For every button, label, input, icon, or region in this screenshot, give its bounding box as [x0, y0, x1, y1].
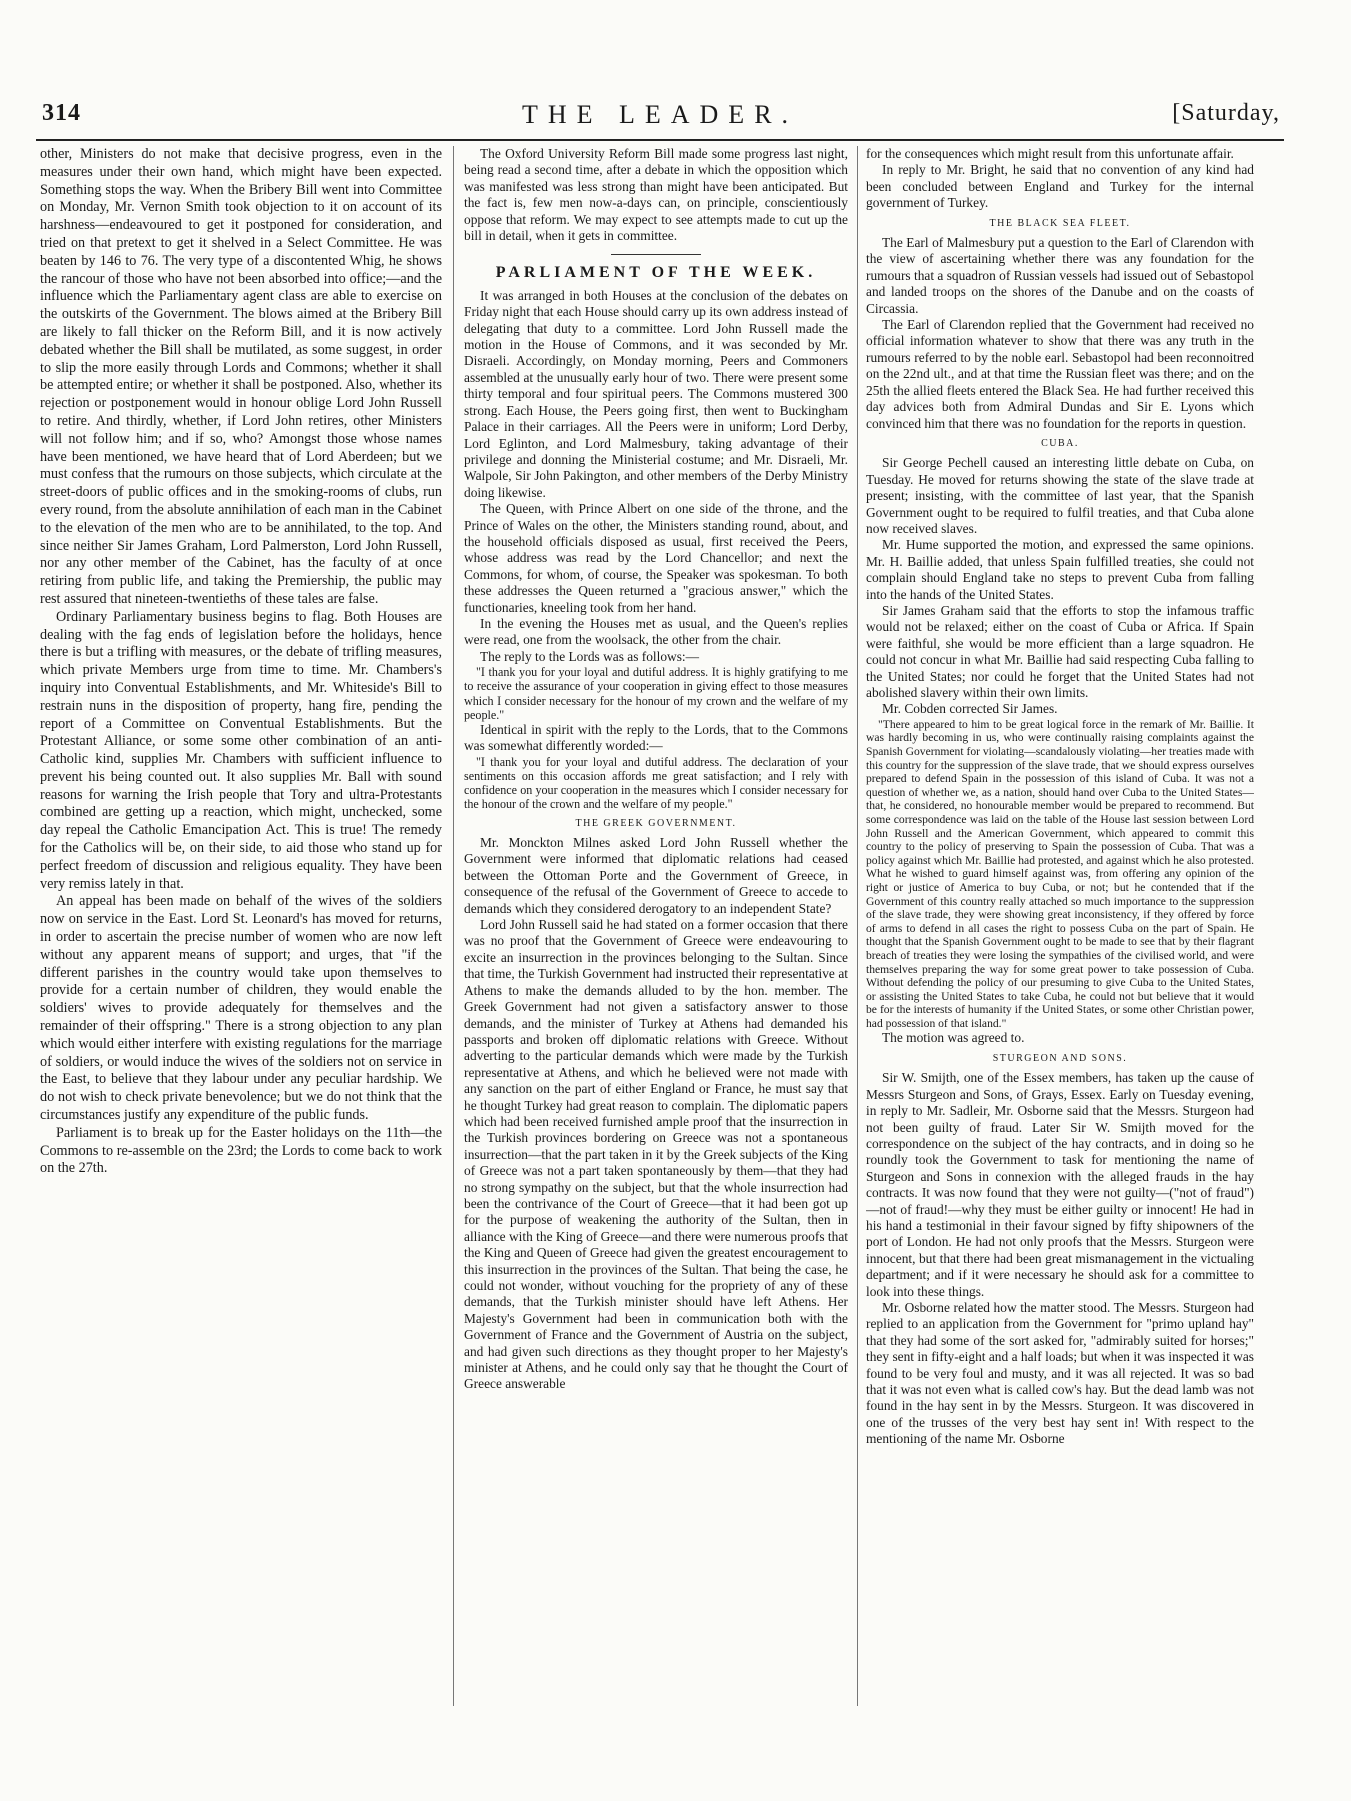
- masthead: [40, 100, 1280, 136]
- section-heading: PARLIAMENT OF THE WEEK.: [495, 264, 817, 282]
- subheading-sturgeon-and-sons: STURGEON AND SONS.: [992, 1052, 1128, 1064]
- article-paragraph: Parliament is to break up for the Easter holidays on the 11th—the Commons to re-assemble on the 23rd; the Lords to come back to work on the 27th.: [40, 1124, 442, 1177]
- queen-reply-lords-quote: "I thank you for your loyal and dutiful address. It is highly gratifying to me to receive the assurance of your cooperation in giving effect to those measures which I consider necessary for the honour of my crown and the welfare of my people.": [464, 665, 848, 722]
- section-separator: [611, 254, 701, 255]
- article-paragraph: The Earl of Malmesbury put a question to the Earl of Clarendon with the view of ascertaining whether there was any foundation for the rumours that a squadron of Russian vessels had issued out of Sebastopol and landed troops on the shores of the Danube and on the coasts of Circassia.: [866, 235, 1254, 316]
- column-3: [866, 146, 1254, 1706]
- newspaper-title: THE LEADER.: [521, 100, 799, 129]
- article-paragraph: Sir George Pechell caused an interesting little debate on Cuba, on Tuesday. He moved for returns showing the state of the slave trade at present; insisting, with the committee of last year, that the Spanish Government ought to be required to fulfil treaties, and that Cuba alone now received slaves.: [866, 455, 1254, 536]
- article-paragraph: Lord John Russell said he had stated on a former occasion that there was no proof that the Government of Greece were endeavouring to excite an insurrection in the provinces belonging to the Sultan. Since that time, the Turkish Government had instructed their representative at Athens to make the demands alluded to by the hon. member. The Greek Government had not given a satisfactory answer to those demands, and the minister of Turkey at Athens had demanded his passports and broken off diplomatic relations with Greece. Without adverting to the particular demands which were made by the Turkish representative at Athens, and which he believed were not made with any sanction on the part of either England or France, he must say that he thought Turkey had great reason to complain. The diplomatic papers which had been received furnished ample proof that the insurrection in the Turkish provinces bordering on Greece was not a spontaneous insurrection—that the part taken in it by the Greek subjects of the King of Greece was not a part taken spontaneously by them—that they had no strong sympathy on the subject, but that the whole insurrection had been the contrivance of the Court of Greece—that it had been got up for the purpose of weakening the authority of the Sultan, then in alliance with the King of Greece—and there were numerous proofs that the King and Queen of Greece had given the greatest encouragement to this insurrection in the provinces of the Sultan. That being the case, he could not wonder, without vouching for the propriety of any of these demands, that the Turkish minister should have left Athens. Her Majesty's Government had been in communication both with the Government of France and the Government of Austria on the subject, and had given such directions as they thought proper to her Majesty's minister at Athens, and he could only say that he thought the Court of Greece answerable: [464, 917, 848, 1392]
- article-paragraph: The Queen, with Prince Albert on one side of the throne, and the Prince of Wales on the other, the Ministers standing round, about, and the household officials disposed as usual, first received the Peers, whose address was read by the Lord Chancellor; and next the Commons, for whom, of course, the Speaker was spokesman. To both these addresses the Queen returned a "gracious answer," which the functionaries, kneeling took from her hand.: [464, 501, 848, 615]
- article-paragraph: Mr. Osborne related how the matter stood. The Messrs. Sturgeon had replied to an application from the Government for "primo upland hay" that they had some of the sort asked for, "admirably suited for horses;" they sent in fifty-eight and a half loads; but when it was inspected it was found to be very foul and musty, and it was all rejected. It was so bad that it was not even what is called cow's hay. But the dead lamb was not found in the hay sent in by the Messrs. Sturgeon. It was discovered in one of the trusses of the very best hay sent in! With respect to the mentioning of the name Mr. Osborne: [866, 1299, 1254, 1447]
- column-divider: [453, 146, 454, 1706]
- article-paragraph: The motion was agreed to.: [882, 1030, 1025, 1046]
- article-paragraph: It was arranged in both Houses at the conclusion of the debates on Friday night that each House should carry up its own address instead of delegating that duty to a committee. Lord John Russell made the motion in the House of Commons, and it was seconded by Mr. Disraeli. Accordingly, on Monday morning, Peers and Commoners assembled at the unusually early hour of two. There were present some thirty temporal and four spiritual peers. The Commons mustered 300 strong. Each House, the Peers going first, then went to Buckingham Palace in their carriages. All the Peers were in uniform; Lord Derby, Lord Eglinton, and Lord Malmesbury, taking advantage of their privilege and donning the Ministerial costume; and Mr. Disraeli, Mr. Walpole, Sir John Pakington, and other members of the Derby Ministry doing likewise.: [464, 287, 848, 500]
- page-number: 314: [42, 100, 81, 126]
- article-paragraph: for the consequences which might result from this unfortunate affair.: [866, 146, 1234, 161]
- article-paragraph: Identical in spirit with the reply to the Lords, that to the Commons was somewhat differently worded:—: [464, 722, 848, 754]
- article-paragraph: In the evening the Houses met as usual, and the Queen's replies were read, one from the woolsack, the other from the chair.: [464, 615, 848, 648]
- article-paragraph: Ordinary Parliamentary business begins to flag. Both Houses are dealing with the fag ends of legislation before the holidays, hence there is but a trifling with measures, or the debate of trifling measures, which private Members urge from time to time. Mr. Chambers's inquiry into Conventual Establishments, and Mr. Whiteside's Bill to restrain nuns in the disposition of property, hang fire, pending the report of a Committee on Conventual Establishments. But the Protestant Alliance, or some some other combination of an anti-Catholic kind, supplies Mr. Chambers with sufficient influence to prevent his being counted out. It also supplies Mr. Ball with sound reasons for warning the Irish people that Tory and ultra-Protestants combined are getting up a reaction, which might, unchecked, some day repeal the Catholic Emancipation Act. This is true! The remedy for the Catholics will be, on their side, to aid those who stand up for perfect freedom of discussion and religious equality. They have been very remiss lately in that.: [40, 608, 442, 892]
- article-paragraph: Mr. Monckton Milnes asked Lord John Russell whether the Government were informed that diplomatic relations had ceased between the Ottoman Porte and the Government of Greece, in consequence of the refusal of the Government of Greece to accede to demands which they considered derogatory to an independent State?: [464, 835, 848, 916]
- header-rule: [36, 139, 1284, 141]
- column-1: [40, 146, 442, 1706]
- article-paragraph: In reply to Mr. Bright, he said that no convention of any kind had been concluded between England and Turkey for the internal government of Turkey.: [866, 162, 1254, 211]
- article-paragraph: An appeal has been made on behalf of the wives of the soldiers now on service in the East. Lord St. Leonard's has moved for returns, in order to ascertain the precise number of women who are now left without any apparent means of support; and urges, that "if the different parishes in the country would take upon themselves to provide for a certain number of children, they would enable the soldiers' wives to provide adequately for themselves and the remainder of their offspring." There is a strong objection to any plan which would either interfere with existing regulations for the marriage of soldiers, or would induce the wives of the soldiers not on service in the East, to believe that they labour under any peculiar hardship. We do not wish to check private benevolence; but we do not think that the circumstances justify any expenditure of the public funds.: [40, 893, 442, 1124]
- article-paragraph: Mr. Hume supported the motion, and expressed the same opinions. Mr. H. Baillie added, that unless Spain fulfilled treaties, she could not complain should England take no steps to prevent Cuba from falling into the hands of the United States.: [866, 537, 1254, 602]
- article-paragraph: Mr. Cobden corrected Sir James.: [882, 701, 1058, 717]
- article-paragraph: The Earl of Clarendon replied that the Government had received no official information whatever to show that there was any truth in the rumours referred to by the noble earl. Sebastopol had been reconnoitred on the 22nd ult., and at that time the Russian fleet was there; and on the 25th the allied fleets entered the Black Sea. He had further received this day advices both from Admiral Dundas and Sir E. Lyons which convinced him that there was no foundation for the reports in question.: [866, 317, 1254, 431]
- cobden-quote: "There appeared to him to be great logical force in the remark of Mr. Baillie. It was hardly becoming in us, who were continually raising complaints against the Spanish Government for violating—scandalously violating—her treaties made with this country for the suppression of the slave trade, that we should express ourselves prepared to defend Spain in the possession of this island of Cuba. It was not a question of whether we, as a nation, should hand over Cuba to the United States—that, he considered, no honourable member would be prepared to recommend. But some correspondence was laid on the table of the House last session between Lord John Russell and the American Government, which appeared to commit this country to the policy of preserving to Spain the possession of Cuba. That was a policy against which Mr. Baillie had protested, and against which he also protested. What he wished to guard himself against was, from offering any opinion of the right or justice of America to buy Cuba, or not; but he contended that if the Government of this country really attached so much importance to the suppression of the slave trade, they were showing great inconsistency, if they offered by force of arms to defend in all cases the right to possess Cuba on the part of Spain. He thought that the Spanish Government ought to be made to see that by their flagrant breach of treaties they were losing the sympathies of the civilised world, and were themselves preparing the way for some great power to take possession of Cuba. Without defending the policy of our presuming to give Cuba to the United States, or assisting the United States to take Cuba, he could not but believe that it would be for the interests of humanity if the United States, or some other Christian power, had possession of that island.": [866, 717, 1254, 1030]
- queen-reply-commons-quote: "I thank you for your loyal and dutiful address. The declaration of your sentiments on this occasion affords me great satisfaction; and I rely with confidence on your cooperation in the measures which I consider necessary for the honour of the crown and the welfare of my people.": [464, 754, 848, 812]
- column-2: [464, 146, 848, 1706]
- subheading-greek-government: THE GREEK GOVERNMENT.: [575, 817, 737, 829]
- subheading-cuba: CUBA.: [1041, 437, 1079, 449]
- article-paragraph: The reply to the Lords was as follows:—: [480, 648, 700, 664]
- column-divider: [857, 146, 858, 1706]
- subheading-black-sea-fleet: THE BLACK SEA FLEET.: [989, 217, 1131, 229]
- article-paragraph: Sir James Graham said that the efforts to stop the infamous traffic would not be relaxed; either on the coast of Cuba or Africa. If Spain were faithful, she would be more efficient than a large squadron. He could not concur in what Mr. Baillie had said respecting Cuba falling to the United States; nor could he forget that the United States had not abolished slavery within their own limits.: [866, 602, 1254, 700]
- article-paragraph: Sir W. Smijth, one of the Essex members, has taken up the cause of Messrs Sturgeon and Sons, of Grays, Essex. Early on Tuesday evening, in reply to Mr. Sadleir, Mr. Osborne said that the Messrs. Sturgeon had not been guilty of fraud. Later Sir W. Smijth moved for the correspondence on the subject of the hay contracts, and in doing so he roundly took the Government to task for mentioning the name of Sturgeon and Sons in connexion with the alleged frauds in the hay contracts. It was now found that they were not guilty—("not of fraud")—not of fraud!—why they must be either guilty or innocent! He had in his hand a testimonial in their favour signed by fifty shipowners of the port of London. He had not only proofs that the Messrs. Sturgeon were innocent, but that there had been great mismanagement in the victualing department; and if it were necessary he should ask for a committee to look into these things.: [866, 1070, 1254, 1299]
- issue-day: [Saturday,: [1172, 100, 1280, 126]
- article-paragraph: other, Ministers do not make that decisive progress, even in the measures under their own hand, which might have been expected. Something stops the way. When the Bribery Bill went into Committee on Monday, Mr. Vernon Smith took objection to it on account of its harshness—endeavoured to get it postponed for consideration, and tried on that pretext to get it shelved in a Select Committee. He was beaten by 146 to 76. The very type of a discontented Whig, he shows the rancour of those who have not been absorbed into office;—and the influence which the Parliamentary agent class are able to exercise on the outskirts of the Government. The blows aimed at the Bribery Bill are likely to fall thicker on the Reform Bill, and it is now actively debated whether the Bill shall be mutilated, as some suggest, in order to slip the more easily through Lords and Commons; whether it shall be attempted entire; or whether it shall be postponed. Also, whether its rejection or postponement would in honour oblige Lord John Russell to retire. And thirdly, whether, if Lord John retires, other Ministers will not follow him; and if so, who? Amongst those whose names have been mentioned, we have heard that of Lord Aberdeen; but we must confess that the rumours on those subjects, which circulate at the street-doors of public offices and in the smoking-rooms of clubs, run every round, from the absolute annihilation of each man in the Cabinet to the elevation of the men who are to be annihilated, to the top. And since neither Sir James Graham, Lord Palmerston, Lord John Russell, nor any other member of the Cabinet, has the faculty of at once retiring from public life, and taking the Premiership, the public may rest assured that nineteen-twentieths of these tales are false.: [40, 146, 442, 607]
- oxford-reform-paragraph: The Oxford University Reform Bill made some progress last night, being read a second time, after a debate in which the opposition which was manifested was less strong than might have been anticipated. But the fact is, few men now-a-days can, on principle, conscientiously oppose that reform. We may expect to see attempts made to cut up the bill in detail, when it gets in committee.: [464, 146, 848, 244]
